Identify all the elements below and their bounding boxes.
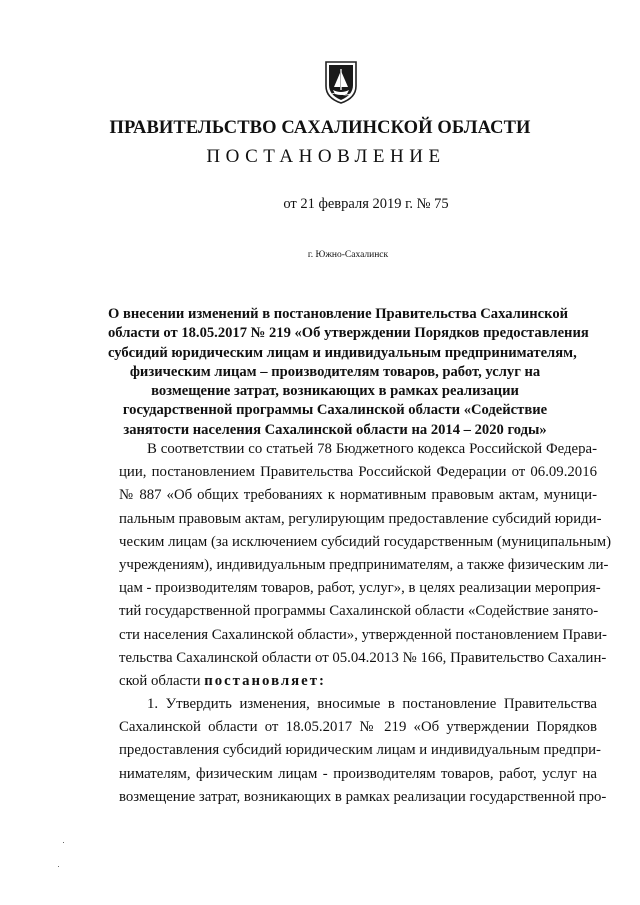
preamble-line: В соответствии со статьей 78 Бюджетного кодекса Российской Федера- [147, 441, 597, 457]
preamble-line: тий государственной программы Сахалинской области «Содействие занято- [119, 603, 599, 620]
clause-line: нимателям, физическим лицам - производителям товаров, работ, услуг на [119, 765, 597, 782]
subject-line: государственной программы Сахалинской области «Содействие [122, 402, 548, 419]
document-body [119, 438, 612, 809]
document-date-number: от 21 февраля 2019 г. № 75 [283, 196, 449, 212]
scan-speck [58, 866, 59, 867]
subject-line: занятости населения Сахалинской области на 2014 – 2020 годы» [123, 421, 547, 438]
subject-line: О внесении изменений в постановление Правительства Сахалинской [108, 306, 569, 322]
preamble-line: сти населения Сахалинской области», утвержденной постановлением Прави- [119, 626, 607, 643]
clause-line: Сахалинской области от 18.05.2017 № 219 «Об утверждении Порядков [119, 719, 597, 736]
preamble-line: ции, постановлением Правительства Российской Федерации от 06.09.2016 [119, 464, 597, 481]
clause-line: возмещение затрат, возникающих в рамках реализации государственной про- [119, 788, 607, 805]
subject-line: физическим лицам – производителям товаров, работ, услуг на [129, 363, 541, 380]
preamble-line: цам - производителям товаров, работ, услуг», в целях реализации мероприя- [119, 580, 601, 597]
preamble-line: № 887 «Об общих требованиях к нормативным правовым актам, муници- [119, 487, 597, 504]
preamble-line: ческим лицам (за исключением субсидий государственным (муниципальным) [119, 533, 612, 550]
preamble-last-line [119, 670, 597, 693]
preamble-line: пальным правовым актам, регулирующим предоставление субсидий юриди- [119, 510, 602, 527]
preamble-line: учреждениям), индивидуальным предпринимателям, а также физическим ли- [119, 556, 609, 573]
resolves-word: постановляет: [204, 672, 326, 689]
subject-line: области от 18.05.2017 № 219 «Об утверждении Порядков предоставления [108, 325, 589, 342]
coat-of-arms-icon [323, 60, 359, 104]
clause-line: предоставления субсидий юридическим лицам и индивидуальным предпри- [119, 742, 601, 759]
preamble-last-prefix: ской области [119, 672, 201, 689]
subject-line: возмещение затрат, возникающих в рамках реализации [151, 383, 519, 400]
preamble-line: тельства Сахалинской области от 05.04.2013 № 166, Правительство Сахалин- [119, 649, 607, 666]
organization-title: ПРАВИТЕЛЬСТВО САХАЛИНСКОЙ ОБЛАСТИ [109, 118, 531, 138]
scan-speck [63, 842, 64, 843]
document-type: ПОСТАНОВЛЕНИЕ [206, 146, 446, 167]
document-city: г. Южно-Сахалинск [307, 250, 389, 260]
clause-line: 1. Утвердить изменения, вносимые в постановление Правительства [147, 696, 597, 713]
subject-line: субсидий юридическим лицам и индивидуальным предпринимателям, [108, 344, 577, 361]
document-subject [108, 305, 589, 440]
